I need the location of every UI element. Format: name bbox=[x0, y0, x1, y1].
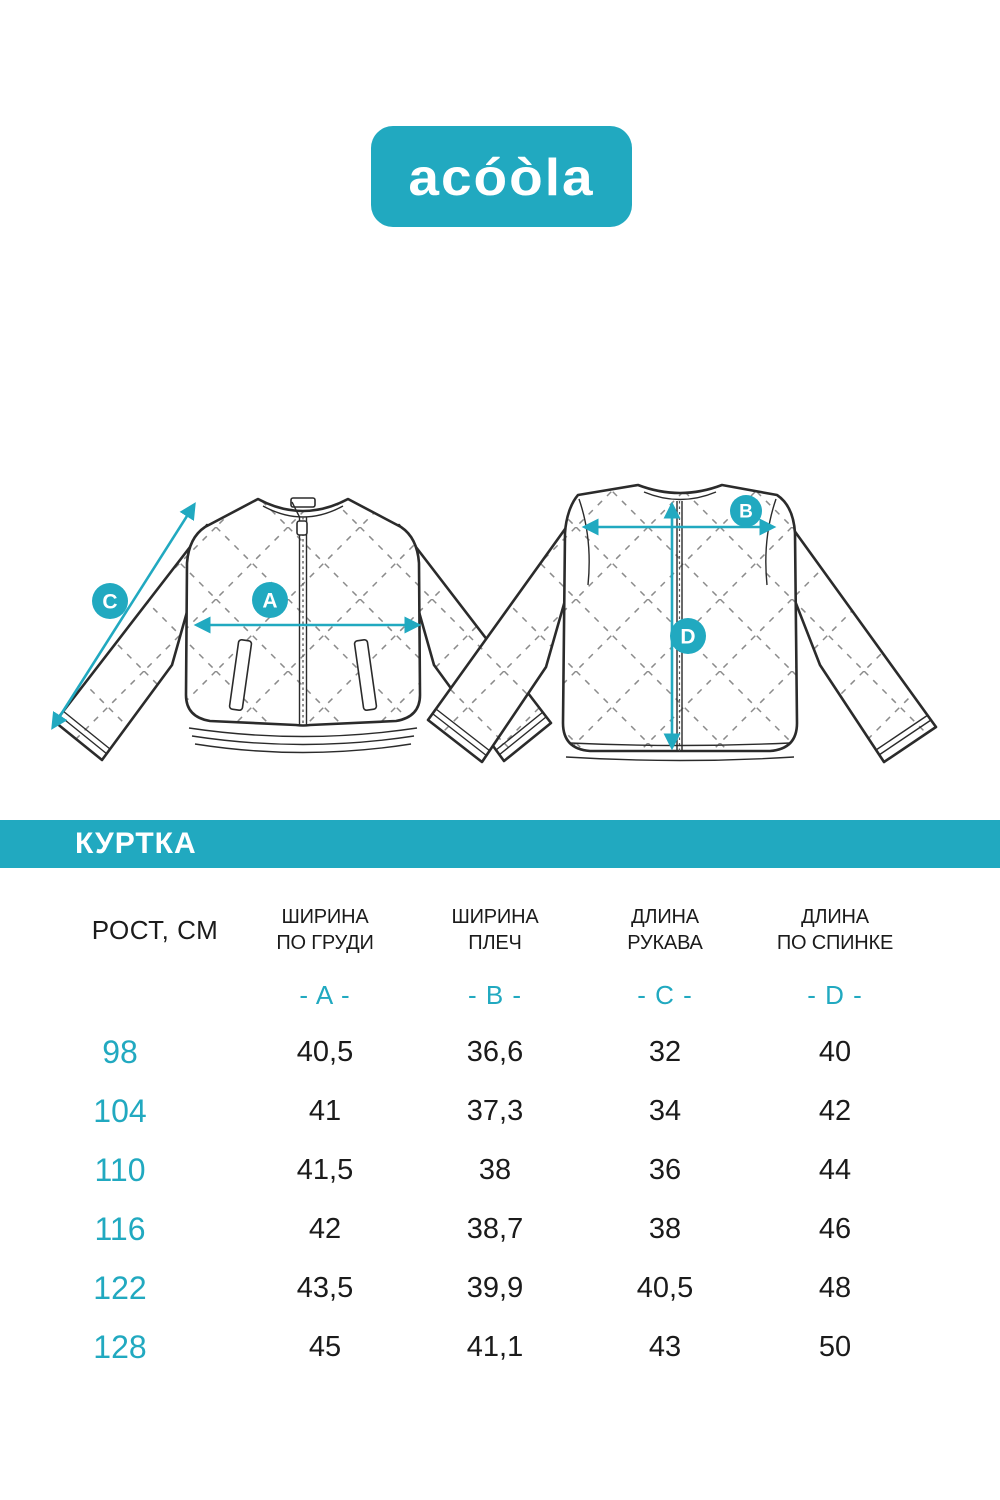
size-98: 98 bbox=[102, 1034, 138, 1070]
size-122: 122 bbox=[93, 1270, 147, 1306]
measure-label-c: C bbox=[102, 590, 118, 614]
measure-label-b: B bbox=[739, 501, 753, 523]
cell-122-c: 40,5 bbox=[636, 1272, 694, 1304]
cell-98-a: 40,5 bbox=[296, 1036, 354, 1068]
cell-122-d: 48 bbox=[818, 1272, 852, 1304]
cell-98-c: 32 bbox=[648, 1036, 682, 1068]
size-table bbox=[0, 893, 920, 1377]
cell-104-c: 34 bbox=[648, 1095, 682, 1127]
brand-logo bbox=[371, 126, 632, 227]
col-header-chest-width: ШИРИНА ПО ГРУДИ bbox=[276, 905, 374, 954]
size-116: 116 bbox=[94, 1211, 146, 1247]
col-header-shoulder-width: ШИРИНА ПЛЕЧ bbox=[451, 905, 539, 954]
cell-104-d: 42 bbox=[818, 1095, 852, 1127]
cell-104-a: 41 bbox=[308, 1095, 342, 1127]
col-header-back-length: ДЛИНА ПО СПИНКЕ bbox=[776, 905, 894, 954]
zipper-pull bbox=[297, 521, 307, 535]
section-title: КУРТКА bbox=[75, 827, 197, 860]
cell-104-b: 37,3 bbox=[466, 1095, 524, 1127]
table-row-header: РОСТ, СМ bbox=[91, 914, 219, 945]
cell-128-a: 45 bbox=[308, 1331, 342, 1363]
col-letter-a: - A - bbox=[299, 979, 351, 1010]
cell-110-b: 38 bbox=[478, 1154, 512, 1186]
cell-128-c: 43 bbox=[648, 1331, 682, 1363]
col-header-sleeve-length: ДЛИНА РУКАВА bbox=[627, 905, 703, 954]
brand-logo-text: acóòla bbox=[408, 147, 595, 206]
cell-116-a: 42 bbox=[308, 1213, 342, 1245]
cell-110-a: 41,5 bbox=[296, 1154, 354, 1186]
size-128: 128 bbox=[93, 1329, 147, 1365]
jacket-diagram-svg bbox=[0, 455, 1000, 820]
front-left-sleeve bbox=[55, 525, 207, 760]
cell-116-c: 38 bbox=[648, 1213, 682, 1245]
jacket-measurement-diagram bbox=[0, 455, 1000, 820]
cell-122-a: 43,5 bbox=[296, 1272, 354, 1304]
section-banner bbox=[0, 820, 1000, 868]
measure-label-a: A bbox=[262, 589, 278, 613]
cell-110-d: 44 bbox=[818, 1154, 852, 1186]
cell-116-d: 46 bbox=[818, 1213, 852, 1245]
col-letter-b: - B - bbox=[467, 979, 523, 1010]
cell-98-b: 36,6 bbox=[466, 1036, 524, 1068]
cell-128-d: 50 bbox=[818, 1331, 852, 1363]
col-letter-c: - C - bbox=[637, 979, 693, 1010]
cell-128-b: 41,1 bbox=[466, 1331, 524, 1363]
front-hem-trim bbox=[189, 728, 417, 753]
letter-row-spacer bbox=[0, 967, 240, 1023]
cell-116-b: 38,7 bbox=[466, 1213, 524, 1245]
cell-122-b: 39,9 bbox=[466, 1272, 524, 1304]
measure-label-d: D bbox=[680, 625, 696, 649]
col-letter-d: - D - bbox=[807, 979, 863, 1010]
size-104: 104 bbox=[93, 1093, 147, 1129]
cell-98-d: 40 bbox=[818, 1036, 852, 1068]
size-110: 110 bbox=[94, 1152, 146, 1188]
cell-110-c: 36 bbox=[648, 1154, 682, 1186]
